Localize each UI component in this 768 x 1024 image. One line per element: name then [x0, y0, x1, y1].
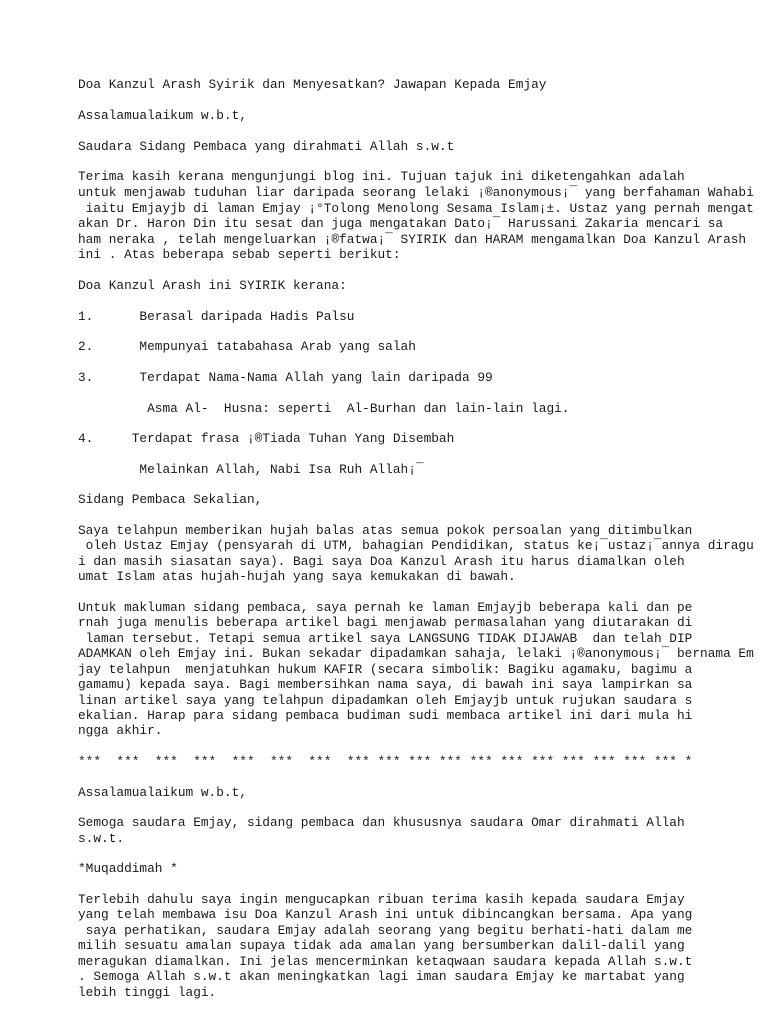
section-greeting: Sidang Pembaca Sekalian, — [78, 492, 263, 507]
text-line: lebih tinggi lagi. — [78, 985, 217, 1000]
greeting: Assalamualaikum w.b.t, — [78, 108, 247, 123]
text-line: iaitu Emjayjb di laman Emjay ¡°Tolong Menolong Sesama Islam¡±. Ustaz yang pernah mengat — [78, 201, 754, 216]
text-line: Terlebih dahulu saya ingin mengucapkan ribuan terima kasih kepada saudara Emjay — [78, 892, 685, 907]
list-heading: Doa Kanzul Arash ini SYIRIK kerana: — [78, 278, 347, 293]
text-line: oleh Ustaz Emjay (pensyarah di UTM, bahagian Pendidikan, status ke¡¯ustaz¡¯annya diragu — [78, 538, 754, 553]
list-item-continuation: Melainkan Allah, Nabi Isa Ruh Allah¡¯ — [78, 462, 424, 477]
text-line: s.w.t. — [78, 831, 125, 846]
text-line: Saya telahpun memberikan hujah balas atas semua pokok persoalan yang ditimbulkan — [78, 523, 693, 538]
text-line: ADAMKAN oleh Emjay ini. Bukan sekadar dipadamkan sahaja, lelaki ¡®anonymous¡¯ bernama Em — [78, 646, 754, 661]
list-item-continuation: Asma Al- Husna: seperti Al-Burhan dan lain-lain lagi. — [78, 401, 570, 416]
separator-line: *** *** *** *** *** *** *** *** *** *** *** *** *** *** *** *** *** *** * — [78, 754, 693, 769]
text-line: . Semoga Allah s.w.t akan meningkatkan lagi iman saudara Emjay ke martabat yang — [78, 969, 685, 984]
text-line: linan artikel saya yang telahpun dipadamkan oleh Emjayjb untuk rujukan saudara s — [78, 693, 693, 708]
section-heading: *Muqaddimah * — [78, 861, 178, 876]
document-title: Doa Kanzul Arash Syirik dan Menyesatkan? Jawapan Kepada Emjay — [78, 77, 547, 92]
text-line: akan Dr. Haron Din itu sesat dan juga mengatakan Dato¡¯ Harussani Zakaria mencari sa — [78, 216, 724, 231]
text-line: rnah juga menulis beberapa artikel bagi menjawab permasalahan yang diutarakan di — [78, 615, 693, 630]
list-item: 2. Mempunyai tatabahasa Arab yang salah — [78, 339, 416, 354]
text-line: ngga akhir. — [78, 723, 163, 738]
list-item: 4. Terdapat frasa ¡®Tiada Tuhan Yang Disembah — [78, 431, 455, 446]
text-line: umat Islam atas hujah-hujah yang saya kemukakan di bawah. — [78, 569, 516, 584]
text-line: milih sesuatu amalan supaya tidak ada amalan yang bersumberkan dalil-dalil yang — [78, 938, 685, 953]
text-line: ham neraka , telah mengeluarkan ¡®fatwa¡¯ SYIRIK dan HARAM mengamalkan Doa Kanzul Arash — [78, 232, 747, 247]
text-line: yang telah membawa isu Doa Kanzul Arash ini untuk dibincangkan bersama. Apa yang — [78, 907, 693, 922]
text-line: laman tersebut. Tetapi semua artikel saya LANGSUNG TIDAK DIJAWAB dan telah DIP — [78, 631, 693, 646]
text-line: meragukan diamalkan. Ini jelas mencerminkan ketaqwaan saudara kepada Allah s.w.t — [78, 954, 693, 969]
text-line: ekalian. Harap para sidang pembaca budiman sudi membaca artikel ini dari mula hi — [78, 708, 693, 723]
text-line: jay telahpun menjatuhkan hukum KAFIR (secara simbolik: Bagiku agamaku, bagimu a — [78, 662, 693, 677]
text-line: gamamu) kepada saya. Bagi membersihkan nama saya, di bawah ini saya lampirkan sa — [78, 677, 693, 692]
text-line: Untuk makluman sidang pembaca, saya pernah ke laman Emjayjb beberapa kali dan pe — [78, 600, 693, 615]
greeting: Assalamualaikum w.b.t, — [78, 785, 247, 800]
text-line: untuk menjawab tuduhan liar daripada seorang lelaki ¡®anonymous¡¯ yang berfahaman Wahabi — [78, 185, 754, 200]
text-line: ini . Atas beberapa sebab seperti berikut: — [78, 247, 401, 262]
salutation: Saudara Sidang Pembaca yang dirahmati Allah s.w.t — [78, 139, 455, 154]
text-line: i dan masih siasatan saya). Bagi saya Doa Kanzul Arash itu harus diamalkan oleh — [78, 554, 685, 569]
text-line: Terima kasih kerana mengunjungi blog ini. Tujuan tajuk ini diketengahkan adalah — [78, 169, 685, 184]
list-item: 1. Berasal daripada Hadis Palsu — [78, 309, 355, 324]
list-item: 3. Terdapat Nama-Nama Allah yang lain daripada 99 — [78, 370, 493, 385]
text-line: Semoga saudara Emjay, sidang pembaca dan khususnya saudara Omar dirahmati Allah — [78, 815, 685, 830]
text-line: saya perhatikan, saudara Emjay adalah seorang yang begitu berhati-hati dalam me — [78, 923, 693, 938]
